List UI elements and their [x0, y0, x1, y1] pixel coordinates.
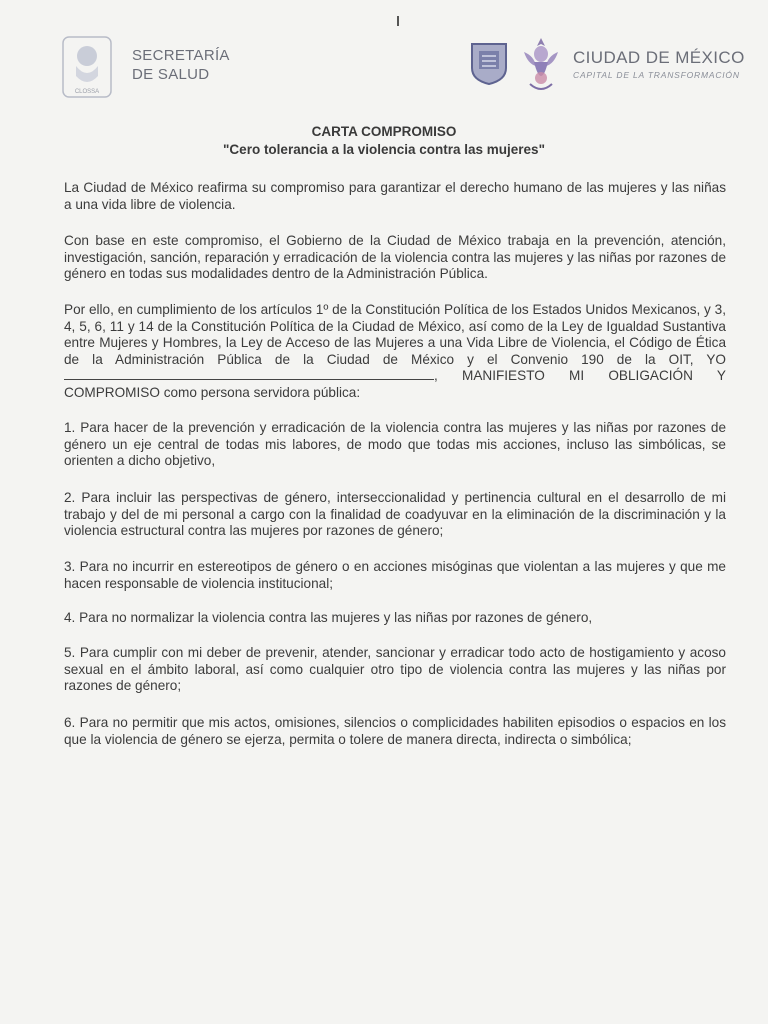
commitment-item-2: 2. Para incluir las perspectivas de género, interseccionalidad y pertinencia cultural en el desarrollo de mi trabajo y del de mi personal a cargo con la finalidad de coadyuvar en la eliminación de la discriminación y la violencia estructural contra las mujeres por razones de género;: [64, 490, 726, 538]
ssa-name: [132, 46, 230, 84]
legal-basis-text: Por ello, en cumplimiento de los artículos 1º de la Constitución Política de los Estados Unidos Mexicanos, y 3, 4, 5, 6, 11 y 14 de la Constitución Política de la Ciudad de México, así como de la Ley de Igualdad Sustantiva entre Mujeres y Hombres, la Ley de Acceso de las Mujeres a una Vida Libre de Violencia, el Código de Ética de la Administración Pública de la Ciudad de México y el Convenio 190 de la OIT, YO: [64, 302, 726, 367]
manifest-text: , MANIFIESTO MI OBLIGACIÓN Y COMPROMISO como persona servidora pública:: [64, 368, 726, 400]
name-blank-line: [64, 368, 434, 380]
commitment-item-3: 3. Para no incurrir en estereotipos de género o en acciones misóginas que violentan a las mujeres y que me hacen responsable de violencia institucional;: [64, 559, 726, 591]
commitment-item-4: 4. Para no normalizar la violencia contra las mujeres y las niñas por razones de género,: [64, 610, 593, 625]
angel-of-independence-icon: [516, 32, 566, 96]
cdmx-tagline: CAPITAL DE LA TRANSFORMACIÓN: [573, 70, 740, 80]
document-subtitle: "Cero tolerancia a la violencia contra las mujeres": [223, 142, 545, 157]
commitment-item-1: 1. Para hacer de la prevención y erradicación de la violencia contra las mujeres y las niñas por razones de género un eje central de todas mis labores, de modo que todas mis acciones, incluso las simbólicas, se orienten a dicho objetivo,: [64, 420, 726, 468]
ssa-name-line2: DE SALUD: [132, 66, 210, 83]
coat-of-arms-icon: [470, 42, 508, 86]
cdmx-name: CIUDAD DE MÉXICO: [573, 48, 745, 67]
ssa-name-line1: SECRETARÍA: [132, 47, 230, 64]
commitment-item-6: 6. Para no permitir que mis actos, omisiones, silencios o complicidades habiliten episodios o espacios en los que la violencia de género se ejerza, permita o tolere de manera directa, indirecta o simbólica;: [64, 715, 726, 747]
ssa-logo-caption: CLOSSA: [74, 89, 100, 95]
paragraph-legal-basis: [64, 302, 726, 401]
commitment-item-5: 5. Para cumplir con mi deber de prevenir, atender, sancionar y erradicar todo acto de hostigamiento y acoso sexual en el ámbito laboral, así como cualquier otro tipo de violencia contra las mujeres y las niñas por razones de género;: [64, 645, 726, 693]
paragraph-intro: La Ciudad de México reafirma su compromiso para garantizar el derecho humano de las mujeres y las niñas a una vida libre de violencia.: [64, 180, 726, 212]
scan-mark: [397, 16, 399, 26]
document-title: CARTA COMPROMISO: [311, 124, 457, 139]
cdmx-brand: [573, 48, 745, 80]
paragraph-commitment: Con base en este compromiso, el Gobierno de la Ciudad de México trabaja en la prevención, atención, investigación, sanción, reparación y erradicación de la violencia contra las mujeres y las niñas por razones de género en todas sus modalidades dentro de la Administración Pública.: [64, 233, 726, 281]
ssa-logo-icon: [62, 36, 112, 98]
